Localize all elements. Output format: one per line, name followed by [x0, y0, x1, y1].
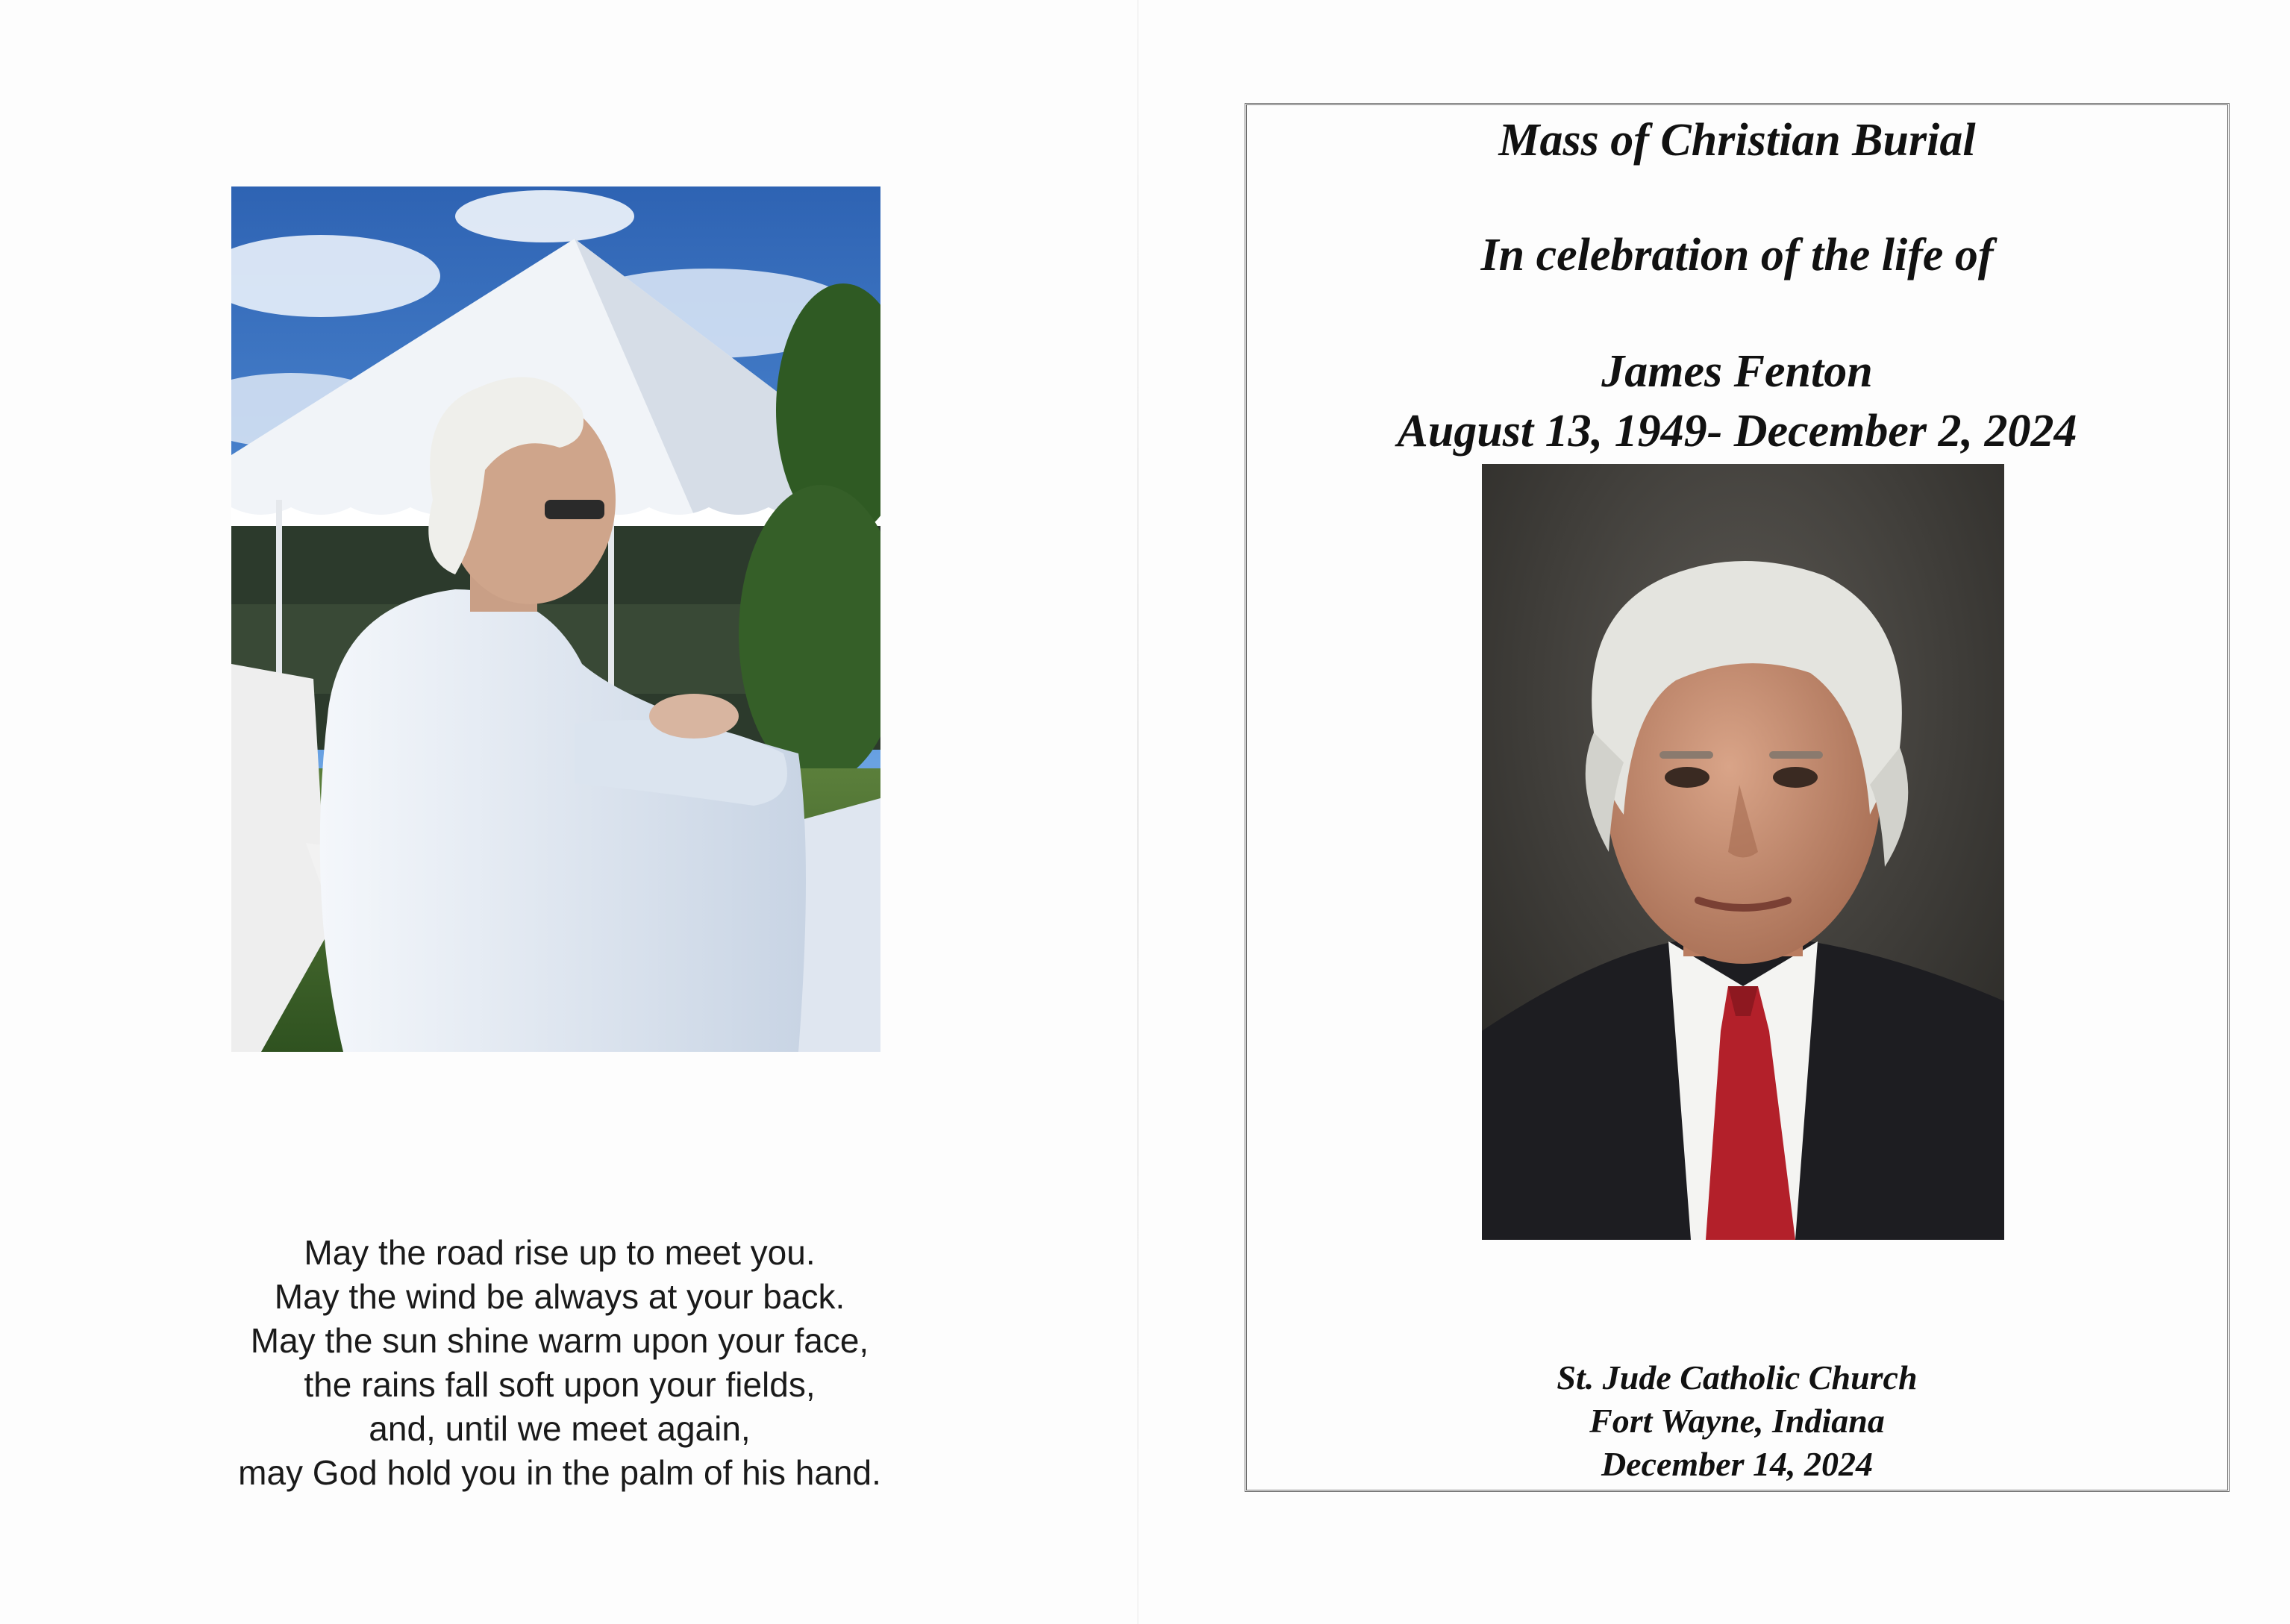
church-city: Fort Wayne, Indiana: [1589, 1402, 1885, 1440]
celebration-line: In celebration of the life of: [1480, 230, 1994, 280]
poem-line: and, until we meet again,: [369, 1409, 751, 1448]
poem-line: May the road rise up to meet you.: [304, 1233, 816, 1272]
church-name: St. Jude Catholic Church: [1557, 1358, 1918, 1396]
cover-heading: Mass of Christian Burial: [1498, 115, 1976, 166]
poem-line: May the sun shine warm upon your face,: [250, 1321, 869, 1360]
poem-line: the rains fall soft upon your fields,: [304, 1365, 816, 1404]
service-date: December 14, 2024: [1601, 1445, 1874, 1483]
life-dates: August 13, 1949- December 2, 2024: [1397, 406, 2077, 457]
portrait-photo: [1482, 464, 2004, 1240]
poem-line: may God hold you in the palm of his hand.: [238, 1453, 881, 1492]
irish-blessing-poem: [149, 1231, 970, 1495]
deceased-name: James Fenton: [1601, 346, 1873, 397]
poem-line: May the wind be always at your back.: [274, 1277, 845, 1316]
fold-line: [1137, 0, 1139, 1624]
outdoor-photo: [231, 186, 880, 1052]
